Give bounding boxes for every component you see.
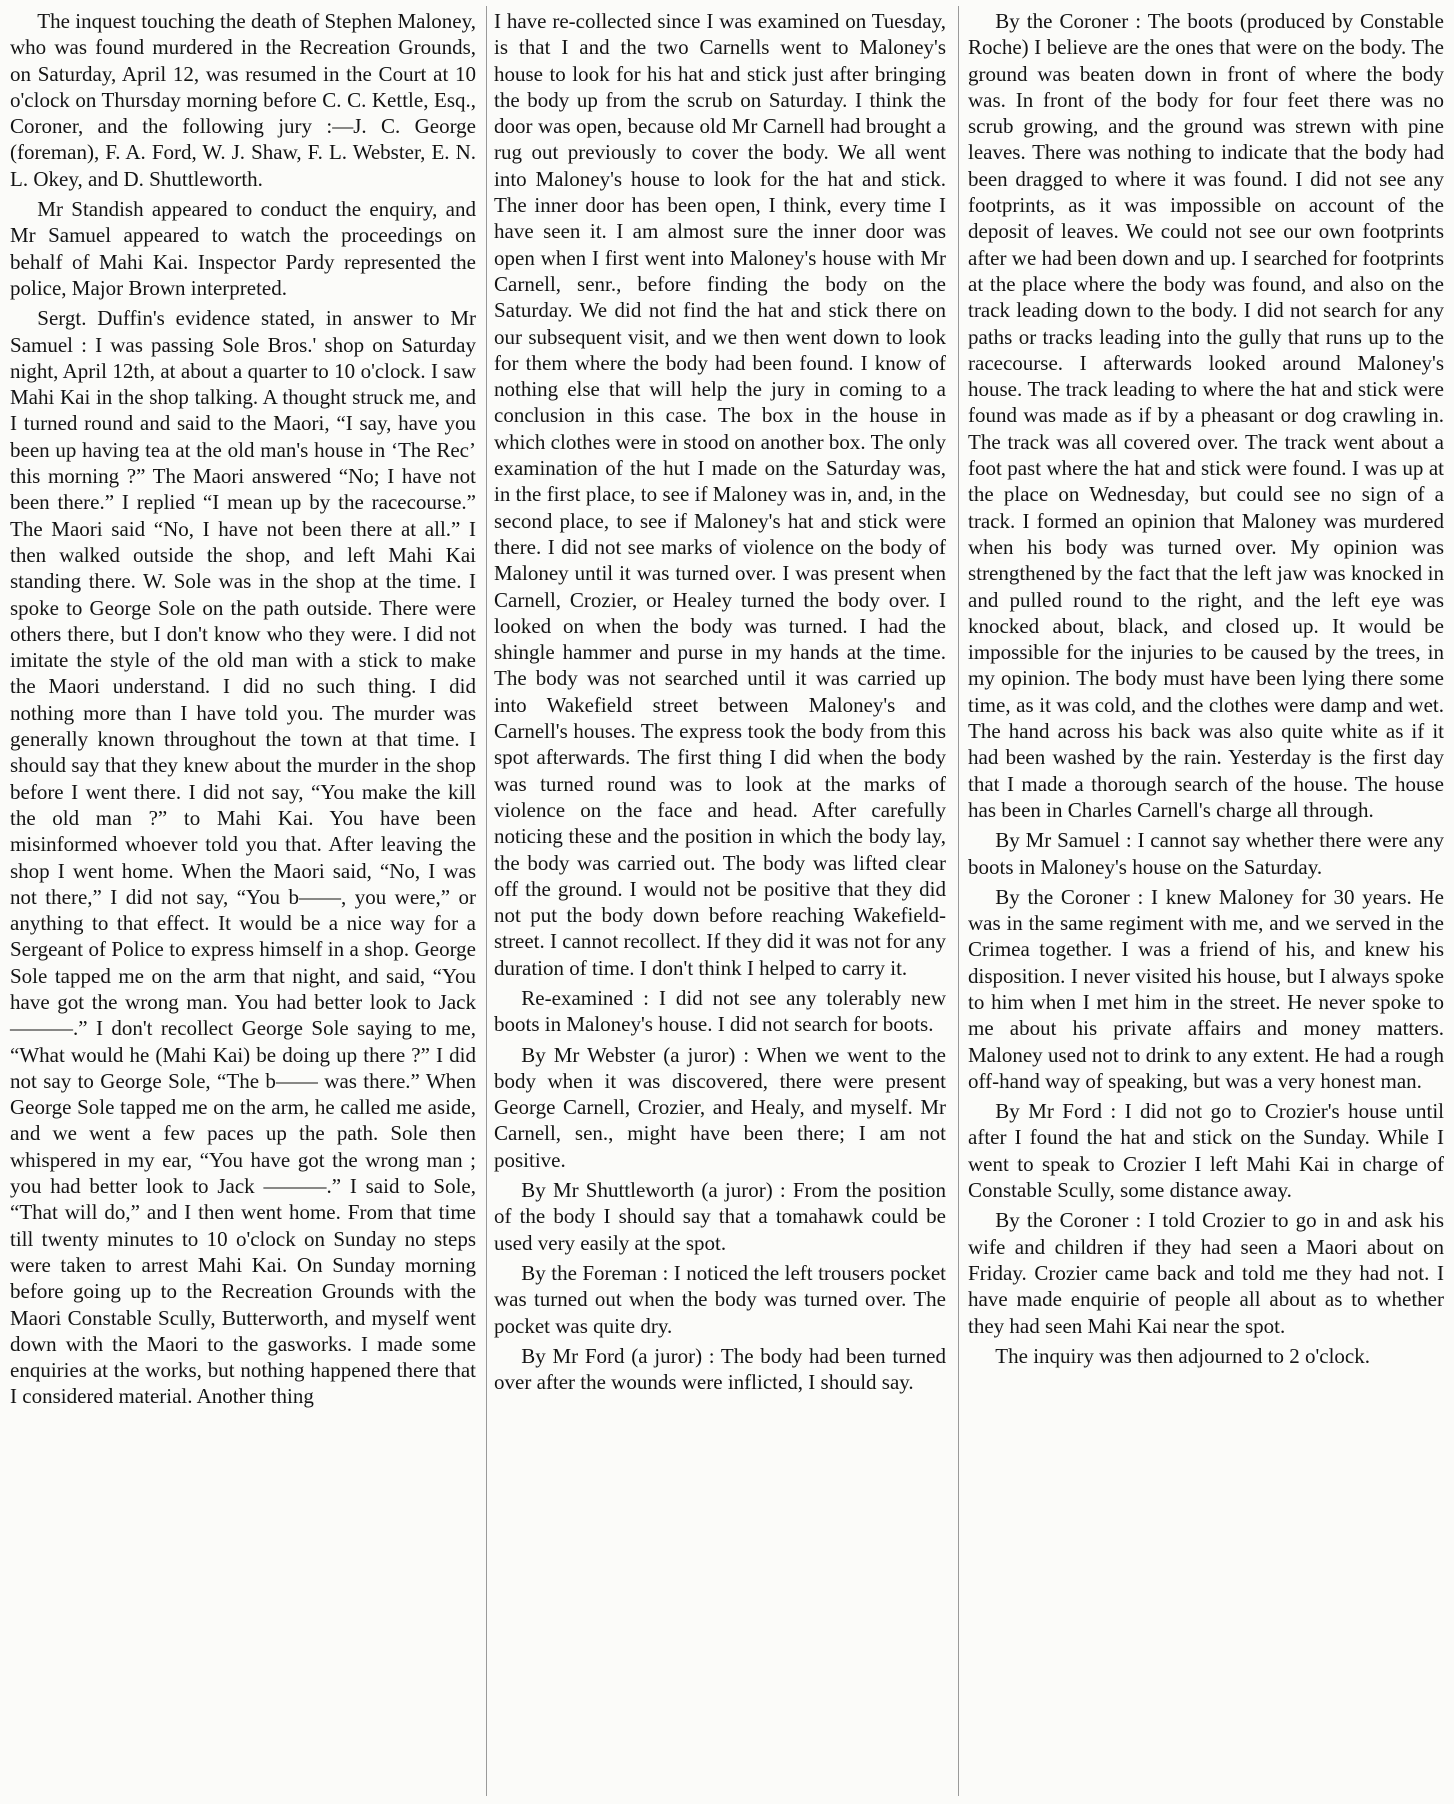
paragraph: By Mr Ford : I did not go to Crozier's house until after I found the hat and stick on the Sunday. While I went to speak to Crozier I left Mahi Kai in charge of Constable Scully, some distance away.: [968, 1099, 1444, 1203]
paragraph: The inquest touching the death of Stephen Maloney, who was found murdered in the Recreation Grounds, on Saturday, April 12, was resumed in the Court at 10 o'clock on Thursday morning before C. C. Kettle, Esq., Coroner, and the following jury :—J. C. George (foreman), F. A. Ford, W. J. Shaw, F. L. Webster, E. N. L. Okey, and D. Shuttleworth.: [10, 9, 476, 191]
paragraph: By Mr Webster (a juror) : When we went to the body when it was discovered, there were present George Carnell, Crozier, and Healy, and myself. Mr Carnell, sen., might have been there; I am not positive.: [494, 1042, 946, 1172]
paragraph: By the Coroner : I told Crozier to go in and ask his wife and children if they had seen a Maori about on Friday. Crozier came back and told me they had not. I have made enquirie of people all about as to whether they had seen Mahi Kai near the spot.: [968, 1208, 1444, 1338]
paragraph: I have re-collected since I was examined on Tuesday, is that I and the two Carnells went to Maloney's house to look for his hat and stick just after bringing the body up from the scrub on Saturday. I think the door was open, because old Mr Carnell had brought a rug out previously to cover the body. We all went into Maloney's house to look for the hat and stick. The inner door has been open, I think, every time I have seen it. I am almost sure the inner door was open when I first went into Maloney's house with Mr Carnell, senr., before finding the body on the Saturday. We did not find the hat and stick there on our subsequent visit, and we then went down to look for them where the body had been found. I know of nothing else that will help the jury in coming to a conclusion in this case. The box in the house in which clothes were in stood on another box. The only examination of the hut I made on the Saturday was, in the first place, to see if Maloney was in, and, in the second place, to see if Maloney's hat and stick were there. I did not see marks of violence on the body of Maloney until it was turned over. I was present when Carnell, Crozier, or Healey turned the body over. I looked on when the body was turned. I had the shingle hammer and purse in my hands at the time. The body was not searched until it was carried up into Wakefield street between Maloney's and Carnell's houses. The express took the body from this spot afterwards. The first thing I did when the body was turned round was to look at the marks of violence on the face and head. After carefully noticing these and the position in which the body lay, the body was carried out. The body was lifted clear off the ground. I would not be positive that they did not put the body down before reaching Wakefield-street. I cannot recollect. If they did it was not for any duration of time. I don't think I helped to carry it.: [494, 9, 946, 980]
article-column-3: [968, 8, 1444, 1369]
paragraph: By Mr Shuttleworth (a juror) : From the position of the body I should say that a tomahawk could be used very easily at the spot.: [494, 1178, 946, 1255]
column-divider: [486, 6, 487, 1796]
paragraph: By the Coroner : I knew Maloney for 30 years. He was in the same regiment with me, and we served in the Crimea together. I was a friend of his, and knew his disposition. I never visited his house, but I always spoke to him when I met him in the street. He never spoke to me about his private affairs and money matters. Maloney used not to drink to any extent. He had a rough off-hand way of speaking, but was a very honest man.: [968, 884, 1444, 1093]
paragraph: Re-examined : I did not see any tolerably new boots in Maloney's house. I did not search for boots.: [494, 985, 946, 1037]
paragraph: By Mr Samuel : I cannot say whether there were any boots in Maloney's house on the Saturday.: [968, 828, 1444, 879]
paragraph: Sergt. Duffin's evidence stated, in answer to Mr Samuel : I was passing Sole Bros.' shop on Saturday night, April 12th, at about a quarter to 10 o'clock. I saw Mahi Kai in the shop talking. A thought struck me, and I turned round and said to the Maori, “I say, have you been up having tea at the old man's house in ‘The Rec’ this morning ?” The Maori answered “No; I have not been there.” I replied “I mean up by the racecourse.” The Maori said “No, I have not been there at all.” I then walked outside the shop, and left Mahi Kai standing there. W. Sole was in the shop at the time. I spoke to George Sole on the path outside. There were others there, but I don't know who they were. I did not imitate the style of the old man with a stick to make the Maori understand. I did no such thing. I did nothing more than I have told you. The murder was generally known throughout the town at that time. I should say that they knew about the murder in the shop before I went there. I did not say, “You make the kill the old man ?” to Mahi Kai. You have been misinformed whoever told you that. After leaving the shop I went home. When the Maori said, “No, I was not there,” I did not say, “You b——, you were,” or anything to that effect. It would be a nice way for a Sergeant of Police to express himself in a shop. George Sole tapped me on the arm that night, and said, “You have got the wrong man. You had better look to Jack ———.” I don't recollect George Sole saying to me, “What would he (Mahi Kai) be doing up there ?” I did not say to George Sole, “The b—— was there.” When George Sole tapped me on the arm, he called me aside, and we went a few paces up the path. Sole then whispered in my ear, “You have got the wrong man ; you had better look to Jack ———.” I said to Sole, “That will do,” and I then went home. From that time till twenty minutes to 10 o'clock on Sunday no steps were taken to arrest Mahi Kai. On Sunday morning before going up to the Recreation Grounds with the Maori Constable Scully, Butterworth, and myself went down with the Maori to the gasworks. I made some enquiries at the works, but nothing happened there that I considered material. Another thing: [10, 306, 476, 1409]
paragraph: The inquiry was then adjourned to 2 o'clock.: [995, 1343, 1370, 1368]
article-column-2: [494, 8, 946, 1395]
paragraph: Mr Standish appeared to conduct the enquiry, and Mr Samuel appeared to watch the proceedings on behalf of Mahi Kai. Inspector Pardy represented the police, Major Brown interpreted.: [10, 197, 476, 300]
article-column-1: [10, 8, 476, 1410]
column-divider: [958, 6, 959, 1796]
paragraph: By the Coroner : The boots (produced by Constable Roche) I believe are the ones that were on the body. The ground was beaten down in front of where the body was. In front of the body for four feet there was no scrub growing, and the ground was strewn with pine leaves. There was nothing to indicate that the body had been dragged to where it was found. I did not see any footprints, as it was impossible on account of the deposit of leaves. We could not see our own footprints after we had been down and up. I searched for footprints at the place where the body was found, and also on the track leading down to the body. I did not search for any paths or tracks leading into the gully that runs up to the racecourse. I afterwards looked around Maloney's house. The track leading to where the hat and stick were found was made as if by a pheasant or dog crawling in. The track was all covered over. The track went about a foot past where the hat and stick were found. I was up at the place on Wednesday, but could see no sign of a track. I formed an opinion that Maloney was murdered when his body was turned over. My opinion was strengthened by the fact that the left jaw was knocked in and pulled round to the right, and the left eye was knocked about, black, and closed up. It would be impossible for the injuries to be caused by the trees, in my opinion. The body must have been lying there some time, as it was cold, and the clothes were damp and wet. The hand across his back was also quite white as if it had been washed by the rain. Yesterday is the first day that I made a thorough search of the house. The house has been in Charles Carnell's charge all through.: [968, 9, 1444, 822]
paragraph: By Mr Ford (a juror) : The body had been turned over after the wounds were inflicted, I should say.: [494, 1343, 946, 1395]
paragraph: By the Foreman : I noticed the left trousers pocket was turned out when the body was turned over. The pocket was quite dry.: [494, 1260, 946, 1338]
